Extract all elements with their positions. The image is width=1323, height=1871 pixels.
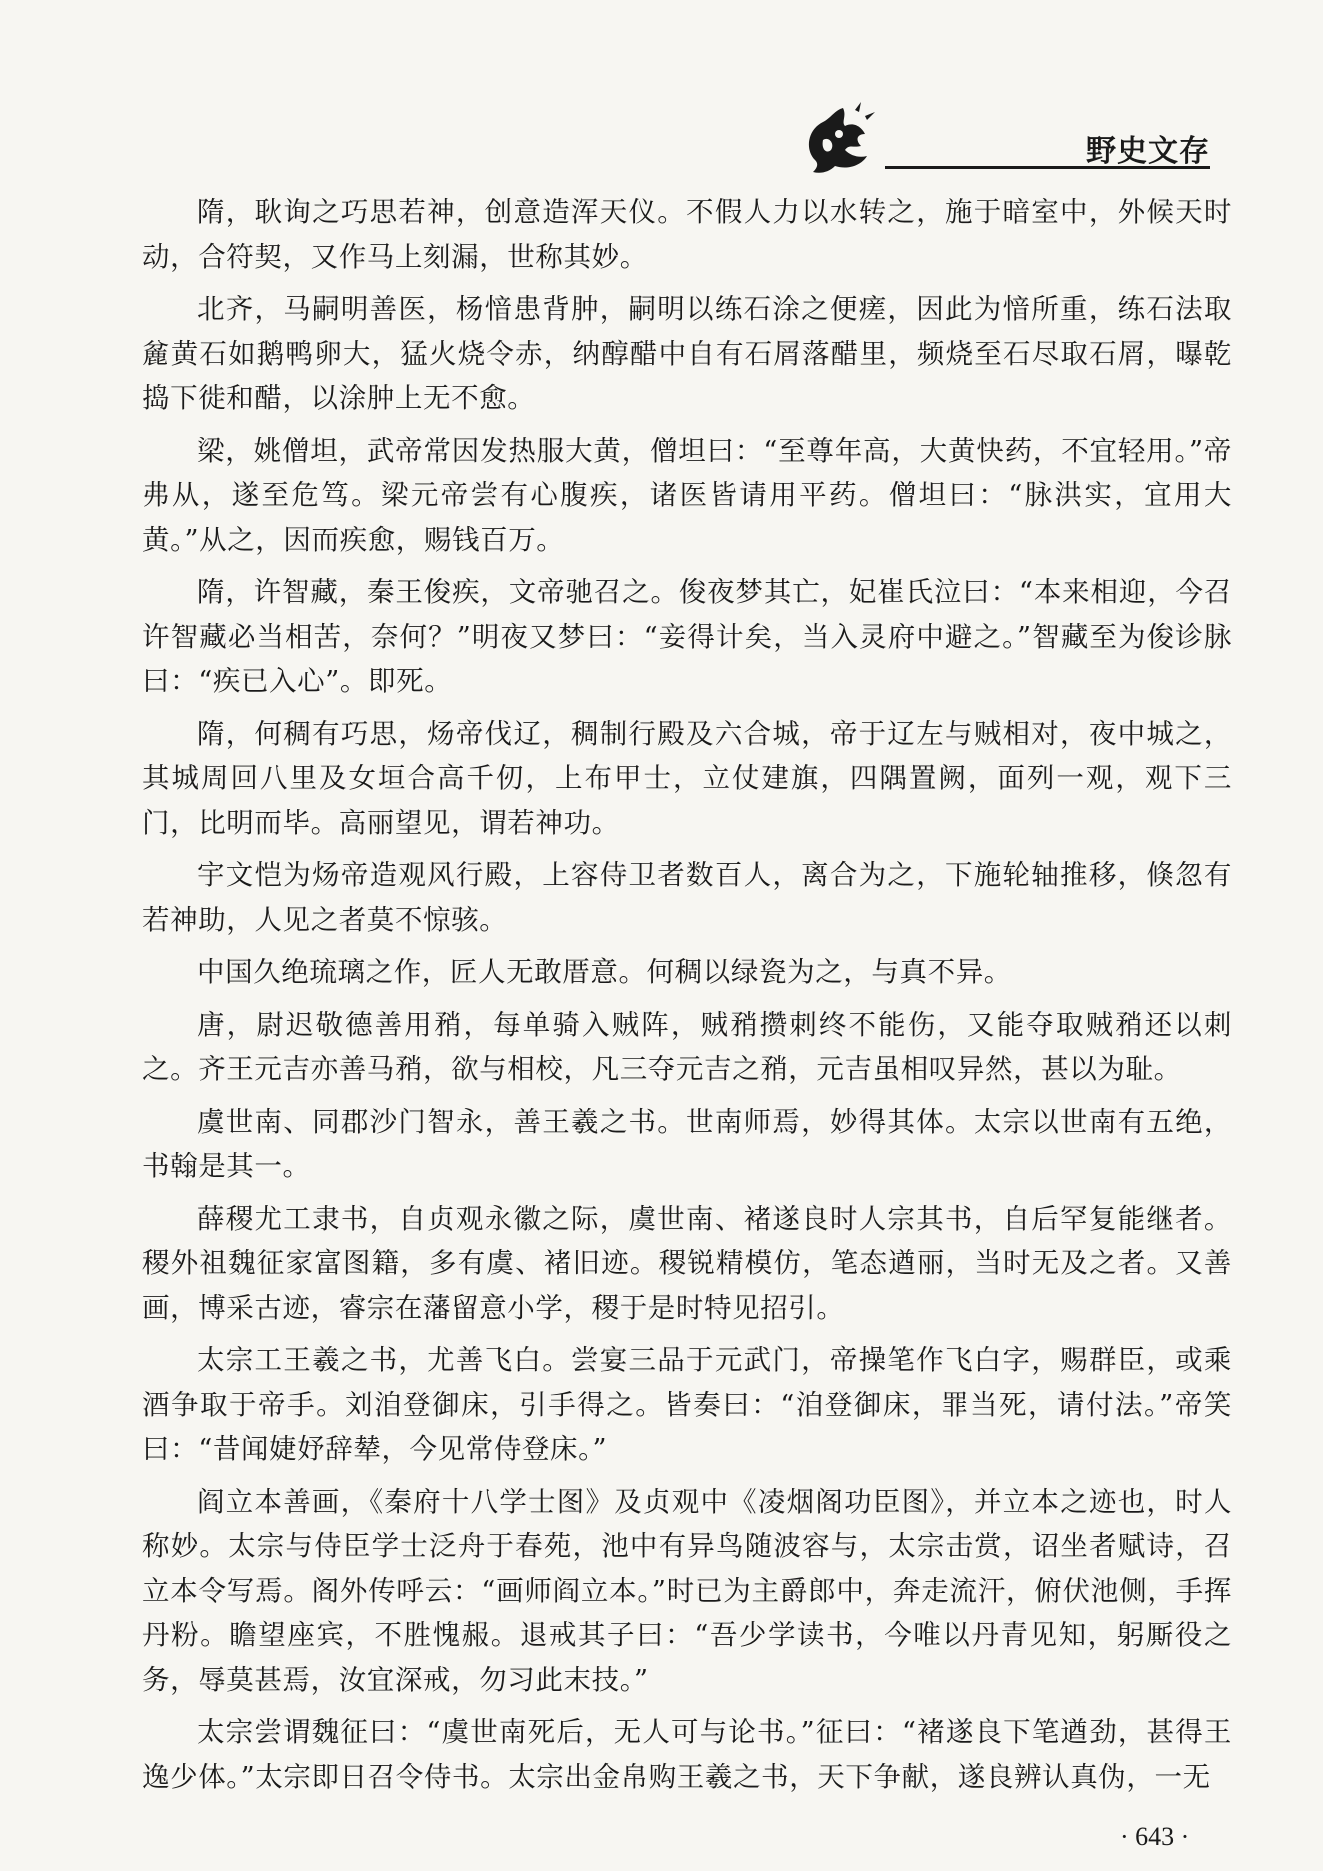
paragraph: 梁，姚僧坦，武帝常因发热服大黄，僧坦曰：“至尊年高，大黄快药，不宜轻用。”帝弗从，遂至危笃。梁元帝尝有心腹疾，诸医皆请用平药。僧坦曰：“脉洪实，宜用大黄。”从之，因而疾愈，赐钱百万。: [142, 434, 1232, 556]
paragraph: 虞世南、同郡沙门智永，善王羲之书。世南师焉，妙得其体。太宗以世南有五绝，书翰是其一。: [142, 1105, 1232, 1182]
dragon-emblem-icon: [795, 100, 885, 178]
paragraph: 北齐，马嗣明善医，杨愔患背肿，嗣明以练石涂之便瘥，因此为愔所重，练石法取麄黄石如鹅鸭卵大，猛火烧令赤，纳醇醋中自有石屑落醋里，频烧至石尽取石屑，曝乾捣下徙和醋，以涂肿上无不愈。: [142, 293, 1232, 414]
paragraph: 隋，何稠有巧思，炀帝伐辽，稠制行殿及六合城，帝于辽左与贼相对，夜中城之，其城周回八里及女垣合高千仞，上布甲士，立仗建旗，四隅置阙，面列一观，观下三门，比明而毕。高丽望见，谓若神功。: [142, 717, 1232, 839]
paragraph: 唐，尉迟敬德善用矟，每单骑入贼阵，贼矟攒刺终不能伤，又能夺取贼矟还以刺之。齐王元吉亦善马矟，欲与相校，凡三夺元吉之矟，元吉虽相叹异然，甚以为耻。: [142, 1008, 1232, 1085]
paragraph: 隋，耿询之巧思若神，创意造浑天仪。不假人力以水转之，施于暗室中，外候天时动，合符契，又作马上刻漏，世称其妙。: [142, 196, 1232, 273]
page-body: [142, 190, 1232, 1807]
running-header: [790, 100, 1230, 180]
paragraph: 薛稷尤工隶书，自贞观永徽之际，虞世南、褚遂良时人宗其书，自后罕复能继者。稷外祖魏征家富图籍，多有虞、褚旧迹。稷锐精模仿，笔态遒丽，当时无及之者。又善画，博采古迹，睿宗在藩留意小学，稷于是时特见招引。: [142, 1202, 1232, 1324]
paragraph: 太宗尝谓魏征曰：“虞世南死后，无人可与论书。”征曰：“褚遂良下笔遒劲，甚得王逸少体。”太宗即日召令侍书。太宗出金帛购王羲之书，天下争献，遂良辨认真伪，一无: [142, 1716, 1232, 1793]
paragraph: 阎立本善画，《秦府十八学士图》及贞观中《凌烟阁功臣图》，并立本之迹也，时人称妙。太宗与侍臣学士泛舟于春苑，池中有异鸟随波容与，太宗击赏，诏坐者赋诗，召立本令写焉。阁外传呼云：“画师阎立本。”时已为主爵郎中，奔走流汗，俯伏池侧，手挥丹粉。瞻望座宾，不胜愧赧。退戒其子曰：“吾少学读书，今唯以丹青见知，躬厮役之务，辱莫甚焉，汝宜深戒，勿习此末技。”: [142, 1485, 1232, 1696]
paragraph: 宇文恺为炀帝造观风行殿，上容侍卫者数百人，离合为之，下施轮轴推移，倏忽有若神助，人见之者莫不惊骇。: [142, 859, 1232, 936]
paragraph: 太宗工王羲之书，尤善飞白。尝宴三品于元武门，帝操笔作飞白字，赐群臣，或乘酒争取于帝手。刘洎登御床，引手得之。皆奏曰：“洎登御床，罪当死，请付法。”帝笑曰：“昔闻婕妤辞辇，今见常侍登床。”: [142, 1344, 1232, 1465]
paragraph: 隋，许智藏，秦王俊疾，文帝驰召之。俊夜梦其亡，妃崔氏泣曰：“本来相迎，今召许智藏必当相苦，奈何？”明夜又梦曰：“妾得计矣，当入灵府中避之。”智藏至为俊诊脉曰：“疾已入心”。即死。: [142, 576, 1232, 697]
paragraph: 中国久绝琉璃之作，匠人无敢厝意。何稠以绿瓷为之，与真不异。: [197, 956, 1012, 988]
page-number: · 643 ·: [1120, 1822, 1190, 1851]
series-title: 野史文存: [1086, 134, 1210, 169]
